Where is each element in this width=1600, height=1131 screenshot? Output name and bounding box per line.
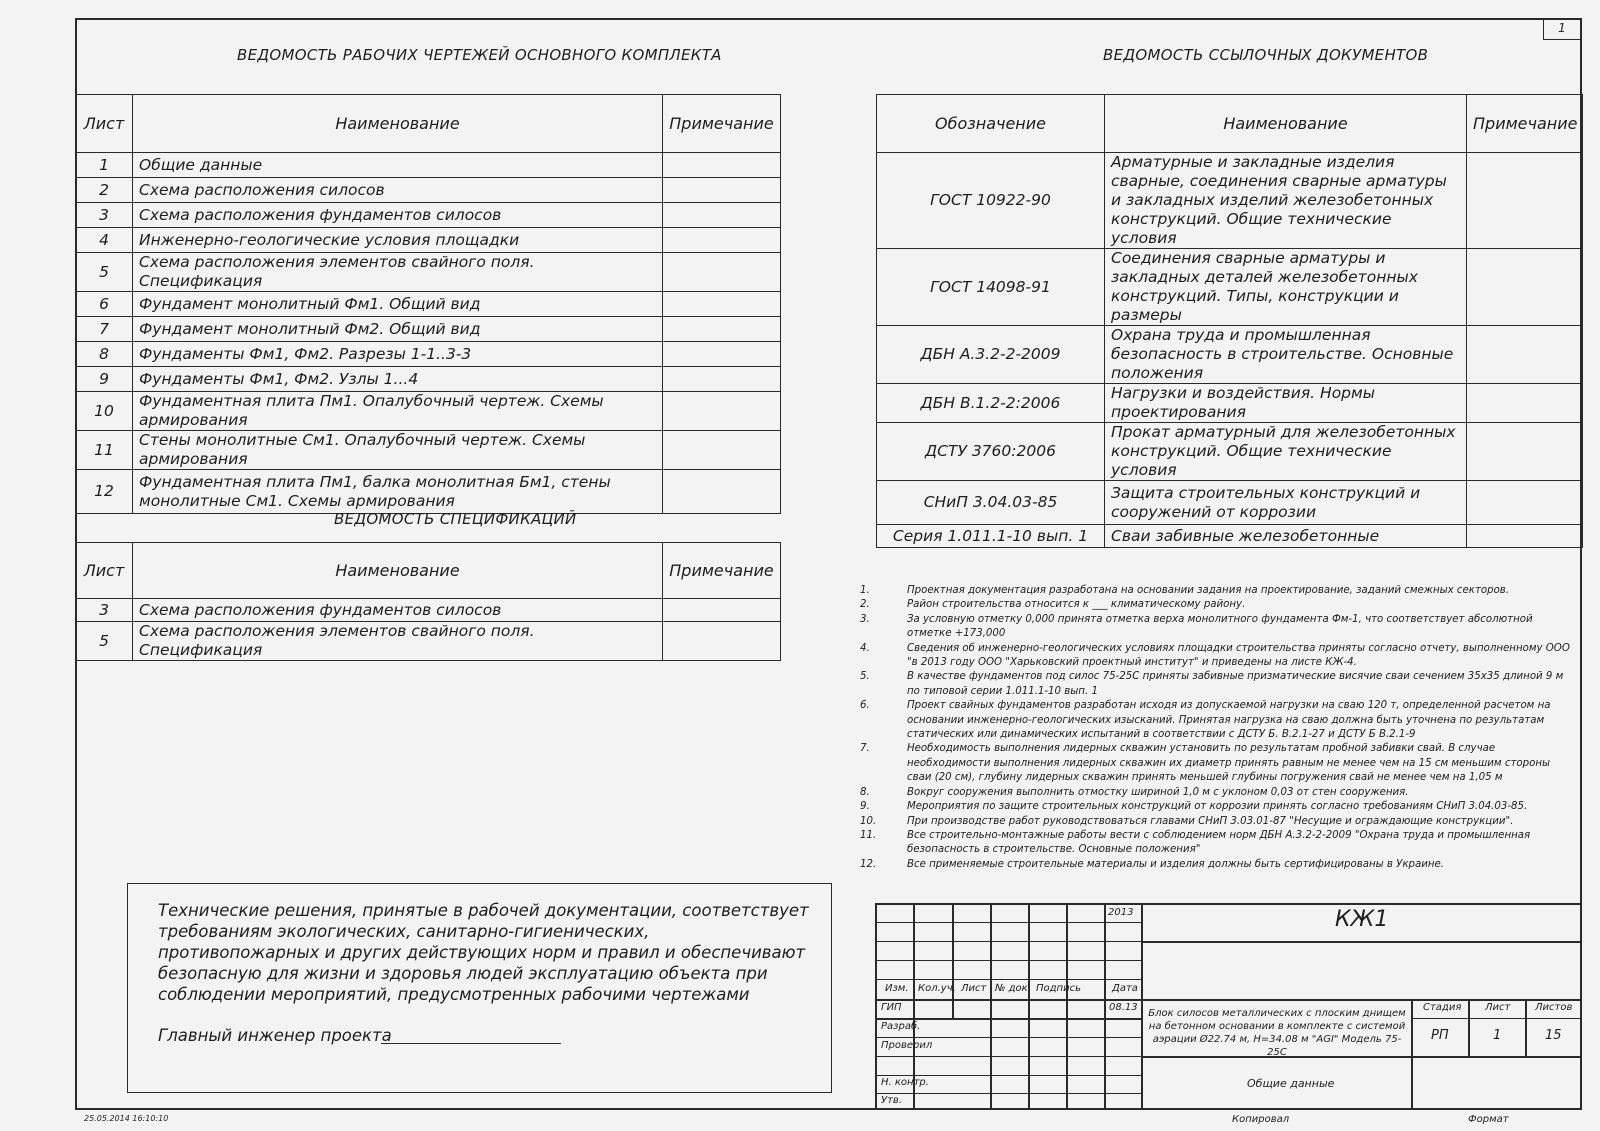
format-label: Формат: [1468, 1114, 1509, 1125]
col-sign: Подпись: [1036, 983, 1081, 994]
note-text: Проектная документация разработана на основании задания на проектирование, заданий смежных секторов.: [907, 585, 1510, 596]
table-row: [76, 153, 781, 178]
row-code: СНиП 3.04.03-85: [877, 481, 1105, 525]
row-note: [663, 470, 781, 514]
row-name: Прокат арматурный для железобетонных конструкций. Общие технические условия: [1105, 423, 1467, 481]
row-sheet: 12: [76, 470, 133, 514]
note-number: 3.: [860, 613, 870, 625]
table-row: [76, 203, 781, 228]
table-row: [76, 317, 781, 342]
note-number: 5.: [860, 671, 870, 683]
row-name: Охрана труда и промышленная безопасность в строительстве. Основные положения: [1105, 326, 1467, 384]
note-item: [860, 642, 1570, 671]
header-sheet: Лист: [76, 543, 133, 599]
row-name: Защита строительных конструкций и сооружений от коррозии: [1105, 481, 1467, 525]
note-text: Вокруг сооружения выполнить отмостку шириной 1,0 м с уклоном 0,03 от стен сооружения.: [907, 786, 1409, 798]
general-notes: [860, 584, 1570, 872]
col-change: Изм.: [885, 983, 909, 994]
col-sheet: Лист: [961, 983, 987, 994]
table-row: [877, 525, 1583, 548]
row-sheet: 3: [76, 599, 133, 622]
table-row: [877, 384, 1583, 423]
row-name: Фундамент монолитный Фм1. Общий вид: [133, 292, 663, 317]
row-note: [1467, 153, 1583, 249]
note-item: [860, 613, 1570, 642]
row-name: Соединения сварные арматуры и закладных деталей железобетонных конструкций. Типы, конструкции и размеры: [1105, 249, 1467, 326]
table-row: [76, 470, 781, 514]
compliance-statement-box: [127, 883, 832, 1093]
row-note: [1467, 249, 1583, 326]
header-name: Наименование: [1105, 95, 1467, 153]
header-name: Наименование: [133, 543, 663, 599]
row-sheet: 5: [76, 253, 133, 292]
row-sheet: 5: [76, 622, 133, 661]
row-sheet: 1: [76, 153, 133, 178]
role-checker: Проверил: [881, 1040, 933, 1051]
note-text: Необходимость выполнения лидерных скважин установить по результатам пробной забивки свай. В случае необходимости выполнения лидерных скважин их диаметр принять равным не менее чем на 15 см меньшим стороны сваи (20 см), глубину лидерных скважин принять меньшей глубины погружения свай не менее чем на 1,05 м: [907, 743, 1551, 784]
row-note: [663, 431, 781, 470]
row-note: [663, 599, 781, 622]
note-item: [860, 584, 1570, 598]
note-number: 2.: [860, 599, 870, 611]
role-ncontrol: Н. контр.: [881, 1077, 929, 1088]
note-item: [860, 742, 1570, 785]
row-note: [1467, 481, 1583, 525]
row-name: Арматурные и закладные изделия сварные, соединения сварные арматуры и закладных изделий железобетонных конструкций. Общие технические условия: [1105, 153, 1467, 249]
note-item: [860, 699, 1570, 742]
table-row: [76, 253, 781, 292]
row-note: [663, 342, 781, 367]
row-name: Сваи забивные железобетонные: [1105, 525, 1467, 548]
row-name: Схема расположения элементов свайного поля. Спецификация: [133, 253, 663, 292]
note-number: 7.: [860, 743, 870, 755]
row-sheet: 6: [76, 292, 133, 317]
chief-engineer-label: Главный инженер проекта: [158, 1026, 392, 1045]
header-note: Примечание: [663, 95, 781, 153]
row-sheet: 11: [76, 431, 133, 470]
row-name: Схема расположения элементов свайного поля. Спецификация: [133, 622, 663, 661]
note-item: [860, 800, 1570, 814]
table-row: [76, 342, 781, 367]
row-name: Нагрузки и воздействия. Нормы проектирования: [1105, 384, 1467, 423]
row-code: ДБН В.1.2-2:2006: [877, 384, 1105, 423]
table-row: [76, 367, 781, 392]
note-item: [860, 598, 1570, 612]
note-number: 12.: [860, 858, 877, 870]
sheets-label: Листов: [1535, 1002, 1573, 1013]
row-sheet: 9: [76, 367, 133, 392]
table-row: [76, 622, 781, 661]
note-number: 11.: [860, 829, 877, 841]
row-note: [663, 178, 781, 203]
stage-label: Стадия: [1423, 1002, 1462, 1013]
note-number: 8.: [860, 786, 870, 798]
row-name: Схема расположения фундаментов силосов: [133, 203, 663, 228]
table-row: [877, 249, 1583, 326]
row-sheet: 8: [76, 342, 133, 367]
row-code: ДСТУ 3760:2006: [877, 423, 1105, 481]
drawings-list-table: [75, 94, 781, 514]
row-name: Стены монолитные См1. Опалубочный чертеж. Схемы армирования: [133, 431, 663, 470]
document-code: КЖ1: [1335, 907, 1389, 932]
row-note: [663, 622, 781, 661]
row-code: Серия 1.011.1-10 вып. 1: [877, 525, 1105, 548]
row-sheet: 2: [76, 178, 133, 203]
note-item: [860, 786, 1570, 800]
note-text: Район строительства относится к ___ климатическому району.: [907, 599, 1246, 611]
note-number: 1.: [860, 585, 870, 596]
row-name: Схема расположения силосов: [133, 178, 663, 203]
row-note: [663, 228, 781, 253]
note-text: В качестве фундаментов под силос 75-25С приняты забивные призматические висячие сваи сечением 35х35 длиной 9 м по типовой серии 1.011.1-10 вып. 1: [907, 671, 1564, 697]
sheet-number-box: 1: [1543, 18, 1580, 40]
spec-list-title: ВЕДОМОСТЬ СПЕЦИФИКАЦИЙ: [334, 510, 577, 528]
note-text: Все строительно-монтажные работы вести с соблюдением норм ДБН А.3.2-2-2009 "Охрана труда и промышленная безопасность в строительстве. Основные положения": [907, 829, 1531, 856]
year: 2013: [1108, 907, 1134, 918]
refs-list-table: [876, 94, 1583, 548]
table-row: [76, 292, 781, 317]
header-note: Примечание: [1467, 95, 1583, 153]
sheet-label: Лист: [1485, 1002, 1511, 1013]
note-number: 9.: [860, 801, 870, 813]
sheet-title: Общие данные: [1247, 1077, 1335, 1090]
table-row: [76, 228, 781, 253]
spec-list-table: [75, 542, 781, 661]
row-code: ДБН А.3.2-2-2009: [877, 326, 1105, 384]
table-row: [76, 392, 781, 431]
row-name: Фундаментная плита Пм1, балка монолитная Бм1, стены монолитные См1. Схемы армирования: [133, 470, 663, 514]
row-name: Фундаменты Фм1, Фм2. Узлы 1...4: [133, 367, 663, 392]
row-note: [663, 153, 781, 178]
role-gip: ГИП: [881, 1002, 902, 1013]
row-note: [663, 392, 781, 431]
row-name: Схема расположения фундаментов силосов: [133, 599, 663, 622]
note-text: Сведения об инженерно-геологических условиях площадки строительства приняты согласно отчету, выполненному ООО "в 2013 году ООО "Харьковский проектный институт" и приведены на листе КЖ-4.: [907, 642, 1570, 669]
signature-line: [381, 1043, 561, 1044]
table-row: [76, 599, 781, 622]
title-block: [875, 903, 1582, 1110]
row-note: [663, 317, 781, 342]
project-name: Блок силосов металлических с плоским днищем на бетонном основании в комплекте с системой аэрации Ø22.74 м, Н=34.08 м "AGI" Модель 75-25С: [1148, 1008, 1406, 1058]
table-row: [877, 326, 1583, 384]
row-note: [1467, 326, 1583, 384]
note-number: 4.: [860, 642, 870, 654]
row-name: Фундаментная плита Пм1. Опалубочный чертеж. Схемы армирования: [133, 392, 663, 431]
col-qty: Кол.уч.: [918, 983, 956, 994]
gip-date: 08.13: [1109, 1002, 1138, 1013]
table-row: [76, 178, 781, 203]
col-doc: № док.: [995, 983, 1031, 994]
table-row: [877, 481, 1583, 525]
timestamp: 25.05.2014 16:10:10: [84, 1114, 169, 1123]
compliance-statement-text: Технические решения, принятые в рабочей документации, соответствует требованиям экологических, санитарно-гигиенических, противопожарных и других действующих норм и правил и обеспечивают безопасную для жизни и здоровья людей эксплуатацию объекта при соблюдении мероприятий, предусмотренных рабочими чертежами: [158, 901, 809, 1004]
row-code: ГОСТ 14098-91: [877, 249, 1105, 326]
header-name: Наименование: [133, 95, 663, 153]
copied-label: Копировал: [1232, 1114, 1290, 1125]
row-name: Инженерно-геологические условия площадки: [133, 228, 663, 253]
col-date: Дата: [1112, 983, 1138, 994]
row-note: [663, 203, 781, 228]
row-sheet: 3: [76, 203, 133, 228]
row-name: Фундамент монолитный Фм2. Общий вид: [133, 317, 663, 342]
row-note: [663, 253, 781, 292]
stage-value: РП: [1431, 1028, 1449, 1043]
sheets-value: 15: [1545, 1028, 1562, 1043]
row-code: ГОСТ 10922-90: [877, 153, 1105, 249]
row-note: [1467, 525, 1583, 548]
row-note: [663, 292, 781, 317]
note-item: [860, 670, 1570, 699]
row-name: Общие данные: [133, 153, 663, 178]
sheet-value: 1: [1493, 1028, 1502, 1043]
refs-list-title: ВЕДОМОСТЬ ССЫЛОЧНЫХ ДОКУМЕНТОВ: [1103, 46, 1429, 64]
note-text: Проект свайных фундаментов разработан исходя из допускаемой нагрузки на сваю 120 т, определенной расчетом на основании инженерно-геологических изысканий. Принятая нагрузка на сваю должна быть уточнена по результатам статических или динамических испытаний в соответствии с ДСТУ Б. В.2.1-27 и ДСТУ Б В.2.1-9: [907, 700, 1551, 741]
row-name: Фундаменты Фм1, Фм2. Разрезы 1-1..3-3: [133, 342, 663, 367]
table-row: [877, 153, 1583, 249]
note-number: 6.: [860, 700, 870, 712]
role-approve: Утв.: [881, 1095, 902, 1106]
header-code: Обозначение: [877, 95, 1105, 153]
header-sheet: Лист: [76, 95, 133, 153]
row-note: [663, 367, 781, 392]
row-sheet: 10: [76, 392, 133, 431]
row-sheet: 7: [76, 317, 133, 342]
row-note: [1467, 423, 1583, 481]
table-row: [76, 431, 781, 470]
row-note: [1467, 384, 1583, 423]
table-row: [877, 423, 1583, 481]
note-item: [860, 858, 1570, 872]
note-text: Все применяемые строительные материалы и изделия должны быть сертифицированы в Украине.: [907, 858, 1445, 870]
note-item: [860, 829, 1570, 858]
note-text: При производстве работ руководствоваться главами СНиП 3.03.01-87 "Несущие и ограждающие конструкции".: [907, 815, 1514, 827]
note-text: За условную отметку 0,000 принята отметка верха монолитного фундамента Фм-1, что соответствует абсолютной отметке +173,000: [907, 613, 1533, 640]
note-text: Мероприятия по защите строительных конструкций от коррозии принять согласно требованиям СНиП 3.04.03-85.: [907, 801, 1528, 813]
row-sheet: 4: [76, 228, 133, 253]
note-item: [860, 815, 1570, 829]
drawings-list-title: ВЕДОМОСТЬ РАБОЧИХ ЧЕРТЕЖЕЙ ОСНОВНОГО КОМПЛЕКТА: [237, 46, 722, 64]
note-number: 10.: [860, 815, 877, 827]
header-note: Примечание: [663, 543, 781, 599]
role-developer: Разраб.: [881, 1021, 921, 1032]
